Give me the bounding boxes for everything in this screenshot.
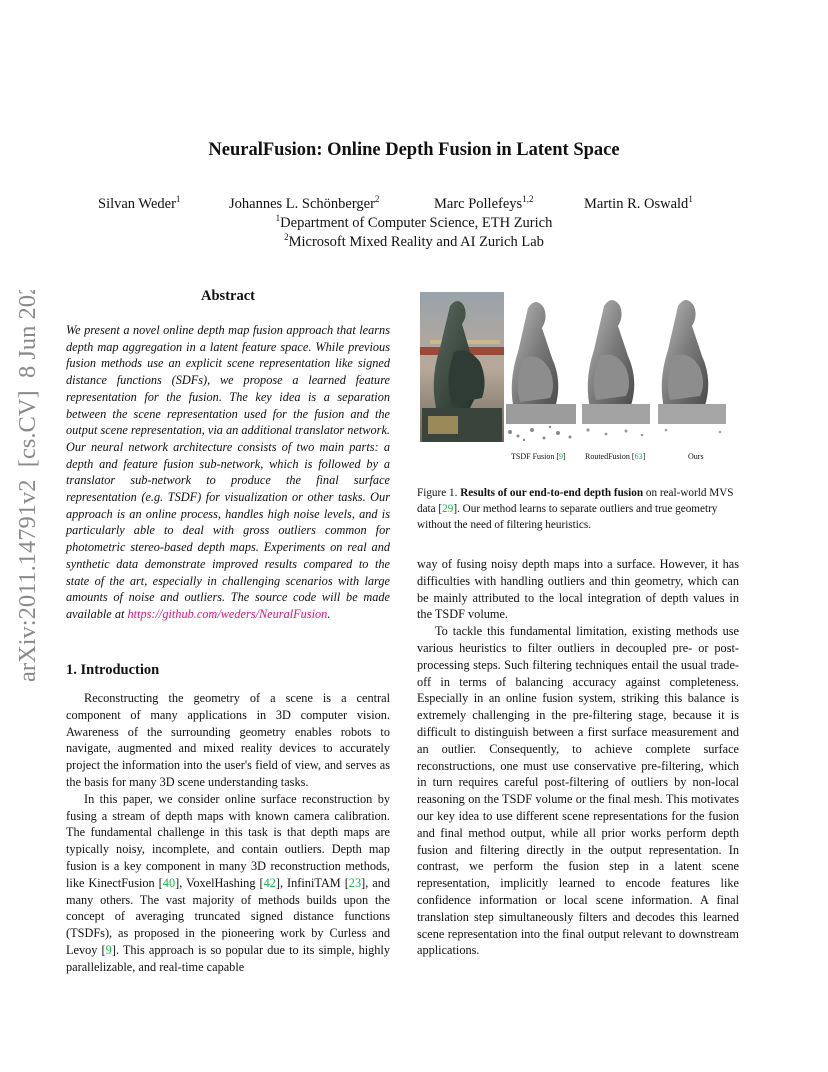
label-end: ] bbox=[563, 452, 566, 461]
author-4 bbox=[584, 196, 693, 213]
author-name: Martin R. Oswald bbox=[584, 196, 689, 212]
paper-title: NeuralFusion: Online Depth Fusion in Latent Space bbox=[208, 140, 620, 160]
arxiv-stamp bbox=[4, 290, 44, 690]
author-name: Johannes L. Schönberger bbox=[229, 196, 375, 212]
citation-link[interactable]: 42 bbox=[263, 875, 276, 890]
abstract-heading: Abstract bbox=[201, 288, 255, 304]
photo-panel bbox=[420, 292, 504, 442]
author-affil-sup: 1 bbox=[688, 194, 693, 204]
author-name: Marc Pollefeys bbox=[434, 196, 523, 212]
affil-sup: 2 bbox=[284, 232, 289, 242]
figure-1-caption bbox=[417, 485, 739, 534]
text-run: ], and many others. The vast majority of methods builds upon the concept of averaging truncated signed distance functions (TSDFs), as proposed in the pioneering work by Curless and Levoy [ bbox=[66, 875, 391, 957]
citation-link[interactable]: 23 bbox=[348, 875, 362, 890]
section-heading-introduction: 1. Introduction bbox=[66, 662, 160, 678]
affil-text: Microsoft Mixed Reality and AI Zurich Lab bbox=[288, 234, 544, 250]
tsdf-fusion-panel bbox=[506, 302, 576, 441]
author-name: Silvan Weder bbox=[98, 196, 176, 212]
author-affil-sup: 1,2 bbox=[522, 194, 534, 204]
author-1 bbox=[98, 196, 180, 213]
figure-label-tsdf-fusion bbox=[511, 452, 566, 461]
caption-text: on real-world MVS data [ bbox=[417, 487, 734, 516]
affiliation-1 bbox=[0, 215, 828, 232]
intro-right-column bbox=[417, 556, 739, 959]
citation-link[interactable]: 9 bbox=[105, 942, 112, 957]
citation-link[interactable]: 9 bbox=[559, 452, 564, 461]
abstract-text: We present a novel online depth map fusion approach that learns depth map aggregation in a latent feature space. While previous fusion methods use an explicit scene representation like signed distance functions (SDFs), we propose a learned feature representation for the fusion. The key idea is a separation between the scene representation used for the fusion and the output scene representation, via an additional translator network. Our neural network architecture consists of two main parts: a depth and feature fusion sub-network, which is followed by a translator sub-network to produce the final surface representation (e.g. TSDF) for visualization or other tasks. Our approach is an online process, handles high noise levels, and is particularly able to deal with gross outliers common for photometric stereo-based depth maps. Experiments on real and synthetic data demonstrate improved results compared to the state of the art, especially in challenging scenarios with large amounts of noise and outliers. The source code will be made available at bbox=[66, 323, 390, 621]
text-run: ]. This approach is so popular due to its simple, highly parallelizable, and real-time capable bbox=[66, 942, 390, 974]
source-code-link[interactable]: https://github.com/weders/NeuralFusion bbox=[127, 606, 328, 621]
author-affil-sup: 1 bbox=[175, 194, 181, 204]
label-text: TSDF Fusion [ bbox=[511, 452, 560, 461]
citation-link[interactable]: 40 bbox=[162, 875, 176, 890]
citation-link[interactable]: 63 bbox=[634, 452, 643, 461]
text-run: ], VoxelHashing [ bbox=[175, 875, 264, 890]
abstract-body bbox=[66, 322, 390, 623]
label-end: ] bbox=[642, 452, 646, 461]
affiliation-2 bbox=[0, 234, 828, 251]
caption-bold: Results of our end-to-end depth fusion bbox=[460, 487, 644, 499]
figure-label-ours bbox=[688, 452, 704, 461]
caption-text: ]. Our method learns to separate outliers and true geometry without the need of filtering heuristics. bbox=[417, 503, 718, 532]
ours-panel bbox=[658, 300, 726, 433]
label-text: Ours bbox=[688, 452, 704, 461]
figure-label-routedfusion bbox=[585, 452, 645, 461]
label-text: RoutedFusion [ bbox=[585, 452, 635, 461]
author-3 bbox=[434, 196, 533, 213]
abstract-end: . bbox=[327, 606, 331, 621]
intro-paragraph-2-continued: way of fusing noisy depth maps into a surface. However, it has difficulties with handling outliers and thin geometry, which can be mainly attributed to the local integration of depth values in the TSDF volume. bbox=[417, 557, 739, 622]
author-affil-sup: 2 bbox=[374, 194, 380, 204]
citation-link[interactable]: 29 bbox=[442, 503, 454, 516]
text-run: In this paper, we consider online surface reconstruction by fusing a stream of depth maps with known camera calibration. The fundamental challenge in this task is that depth maps are typically noisy, incomplete, and contain outliers. Depth map fusion is a key component in many 3D reconstruction methods, like KinectFusion [ bbox=[66, 791, 390, 890]
intro-paragraph-3: To tackle this fundamental limitation, existing methods use various heuristics to filter outliers in decoupled pre- or post-processing steps. Such filtering techniques entail the usual trade-off in terms of balancing accuracy against completeness. Especially in an online fusion system, striking this balance is extremely challenging in the pre-filtering stage, because it is difficult to distinguish between a first surface measurement and an outlier. Consequently, to achieve complete surface reconstructions, one must use conservative pre-filtering, which in turn requires careful post-filtering of outliers by non-local reasoning on the TSDF volume or the final mesh. This motivates our key idea to use different scene representations for the fusion and final method output, while all prior works perform depth fusion and filtering directly in the output representation. In contrast, we perform the fusion step in a latent scene representation, implicitly learned to encode features like confidence information or local scene information. A final translation step simultaneously filters and decodes this learned scene representation into the final output relevant to downstream applications. bbox=[417, 624, 739, 958]
affil-sup: 1 bbox=[275, 213, 281, 223]
intro-left-column bbox=[66, 690, 390, 976]
text-run: ], InfiniTAM [ bbox=[275, 875, 349, 890]
intro-paragraph-2 bbox=[66, 791, 390, 976]
routedfusion-panel bbox=[582, 300, 650, 436]
intro-paragraph-1: Reconstructing the geometry of a scene is a central component of many applications in 3D computer vision. Awareness of the surrounding geometry enables robots to navigate, augmented and mixed reality devices to accurately project the information into the user's field of view, and serves as the basis for many 3D scene understanding tasks. bbox=[66, 691, 390, 789]
arxiv-id: arXiv:2011.14791v2 [cs.CV] 8 Jun 2021 bbox=[14, 290, 41, 682]
figure-1-image bbox=[420, 292, 738, 442]
affil-text: Department of Computer Science, ETH Zurich bbox=[280, 215, 553, 231]
author-2 bbox=[229, 196, 379, 213]
caption-prefix: Figure 1. bbox=[417, 487, 461, 499]
